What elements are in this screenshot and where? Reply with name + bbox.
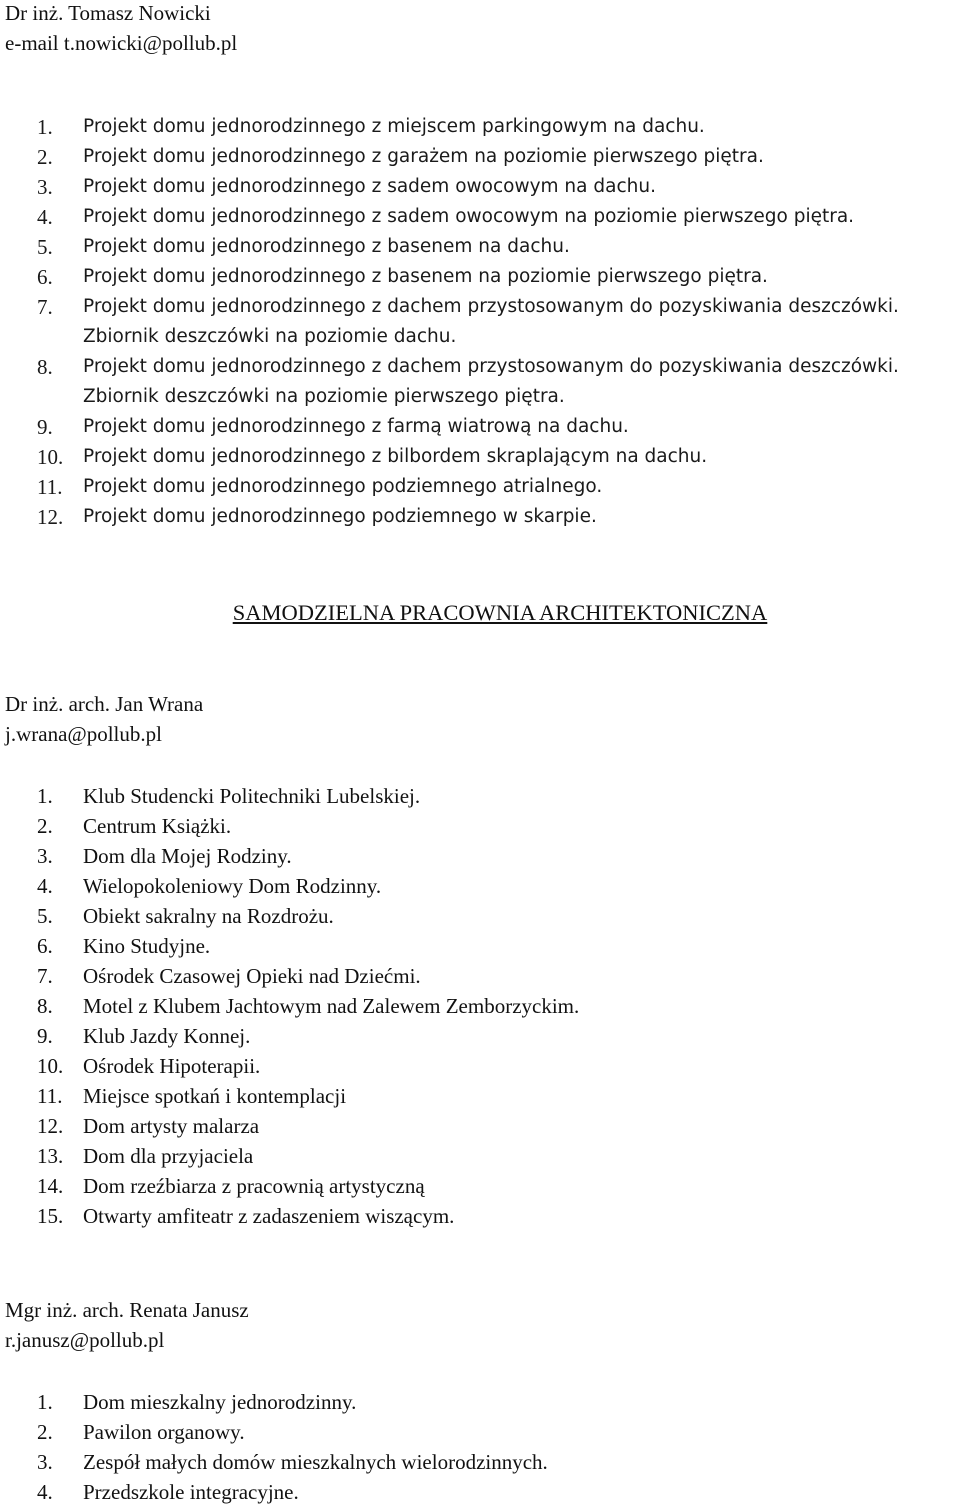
list-item-text: Wielopokoleniowy Dom Rodzinny. [83,874,382,898]
list-item-number: 8. [37,355,53,379]
list-item-number: 1. [37,1390,53,1414]
list-item-number: 11. [37,475,63,499]
list-item-number: 4. [37,205,53,229]
list-item-text: Obiekt sakralny na Rozdrożu. [83,904,334,928]
list-item-number: 12. [37,505,64,529]
list-item-text: Dom dla Mojej Rodziny. [83,844,292,868]
list-item-text: Pawilon organowy. [83,1420,245,1444]
list-item-number: 6. [37,934,53,958]
list-item-number: 8. [37,994,53,1018]
list-item-text: Projekt domu jednorodzinnego z miejscem parkingowym na dachu. [83,116,705,137]
section-heading: SAMODZIELNA PRACOWNIA ARCHITEKTONICZNA [232,600,768,625]
list-item-text: Ośrodek Czasowej Opieki nad Dziećmi. [83,964,421,988]
list-item-text: Otwarty amfiteatr z zadaszeniem wiszącym. [83,1204,455,1228]
list-item-number: 11. [37,1084,63,1108]
list-item [5,142,955,172]
list-item [5,502,955,532]
topic-list [5,112,955,532]
list-item [5,442,955,472]
list-item [5,292,955,352]
list-item-number: 2. [37,1420,53,1444]
list-item-number: 5. [37,904,53,928]
section-janusz [5,1295,548,1504]
list-item-number: 12. [37,1114,64,1138]
list-item-text: Projekt domu jednorodzinnego z bilbordem skraplającym na dachu. [83,446,708,467]
list-item-number: 3. [37,175,53,199]
list-item-number: 15. [37,1204,64,1228]
list-item [5,412,955,442]
author-email: e-mail t.nowicki@pollub.pl [5,31,238,55]
list-item-text: Projekt domu jednorodzinnego z dachem przystosowanym do pozyskiwania deszczówki. Zbiornik deszczówki na poziomie dachu. [83,296,899,347]
author-name: Mgr inż. arch. Renata Janusz [5,1298,249,1322]
list-item-number: 3. [37,844,53,868]
list-item [5,901,955,931]
list-item [5,961,955,991]
list-item-text: Ośrodek Hipoterapii. [83,1054,261,1078]
list-item-text: Projekt domu jednorodzinnego podziemnego atrialnego. [83,476,603,497]
list-item [5,1051,955,1081]
author-email: j.wrana@pollub.pl [5,722,162,746]
list-item-text: Projekt domu jednorodzinnego z sadem owocowym na poziomie pierwszego piętra. [83,206,855,227]
section-wrana [5,689,580,1228]
list-item-text: Przedszkole integracyjne. [83,1480,299,1504]
list-item-number: 2. [37,814,53,838]
list-item-number: 13. [37,1144,64,1168]
list-item [5,1111,955,1141]
list-item [5,1417,955,1447]
list-item [5,1477,955,1507]
list-item-number: 2. [37,145,53,169]
list-item-text: Dom artysty malarza [83,1114,260,1138]
topic-list [5,781,955,1231]
list-item [5,991,955,1021]
list-item-text: Projekt domu jednorodzinnego z basenem na dachu. [83,236,570,257]
list-item [5,1387,955,1417]
list-item-text: Zespół małych domów mieszkalnych wielorodzinnych. [83,1450,548,1474]
list-item [5,112,955,142]
list-item-number: 1. [37,784,53,808]
list-item-text: Dom rzeźbiarza z pracownią artystyczną [83,1174,425,1198]
list-item-number: 7. [37,295,53,319]
list-item [5,1171,955,1201]
section-nowicki [5,0,899,529]
list-item-text: Motel z Klubem Jachtowym nad Zalewem Zemborzyckim. [83,994,580,1018]
list-item [5,1141,955,1171]
list-item [5,1081,955,1111]
list-item [5,871,955,901]
list-item [5,172,955,202]
list-item-number: 3. [37,1450,53,1474]
list-item [5,1447,955,1477]
author-name: Dr inż. arch. Jan Wrana [5,692,204,716]
list-item-text: Projekt domu jednorodzinnego z garażem na poziomie pierwszego piętra. [83,146,764,167]
list-item-number: 6. [37,265,53,289]
list-item-text: Miejsce spotkań i kontemplacji [83,1084,347,1108]
list-item [5,811,955,841]
list-item-text: Centrum Książki. [83,814,232,838]
list-item-number: 1. [37,115,53,139]
list-item [5,841,955,871]
list-item-text: Projekt domu jednorodzinnego z dachem przystosowanym do pozyskiwania deszczówki. Zbiornik deszczówki na poziomie pierwszego piętra. [83,356,899,407]
list-item-number: 4. [37,1480,53,1504]
list-item [5,202,955,232]
list-item [5,1021,955,1051]
author-name: Dr inż. Tomasz Nowicki [5,1,211,25]
list-item-number: 4. [37,874,53,898]
list-item-number: 10. [37,1054,64,1078]
list-item-number: 7. [37,964,53,988]
list-item-number: 14. [37,1174,64,1198]
list-item [5,931,955,961]
list-item-text: Klub Studencki Politechniki Lubelskiej. [83,784,421,808]
list-item-number: 5. [37,235,53,259]
list-item-text: Projekt domu jednorodzinnego podziemnego w skarpie. [83,506,597,527]
topic-list [5,1387,955,1507]
list-item-text: Projekt domu jednorodzinnego z sadem owocowym na dachu. [83,176,656,197]
list-item-text: Projekt domu jednorodzinnego z farmą wiatrową na dachu. [83,416,629,437]
list-item-text: Klub Jazdy Konnej. [83,1024,251,1048]
list-item [5,1201,955,1231]
list-item [5,262,955,292]
list-item-number: 9. [37,1024,53,1048]
list-item-number: 10. [37,445,64,469]
list-item [5,781,955,811]
list-item-text: Dom mieszkalny jednorodzinny. [83,1390,357,1414]
list-item [5,232,955,262]
author-email: r.janusz@pollub.pl [5,1328,165,1352]
list-item-text: Kino Studyjne. [83,934,211,958]
list-item-text: Dom dla przyjaciela [83,1144,254,1168]
list-item [5,352,955,412]
list-item-number: 9. [37,415,53,439]
list-item-text: Projekt domu jednorodzinnego z basenem na poziomie pierwszego piętra. [83,266,768,287]
list-item [5,472,955,502]
